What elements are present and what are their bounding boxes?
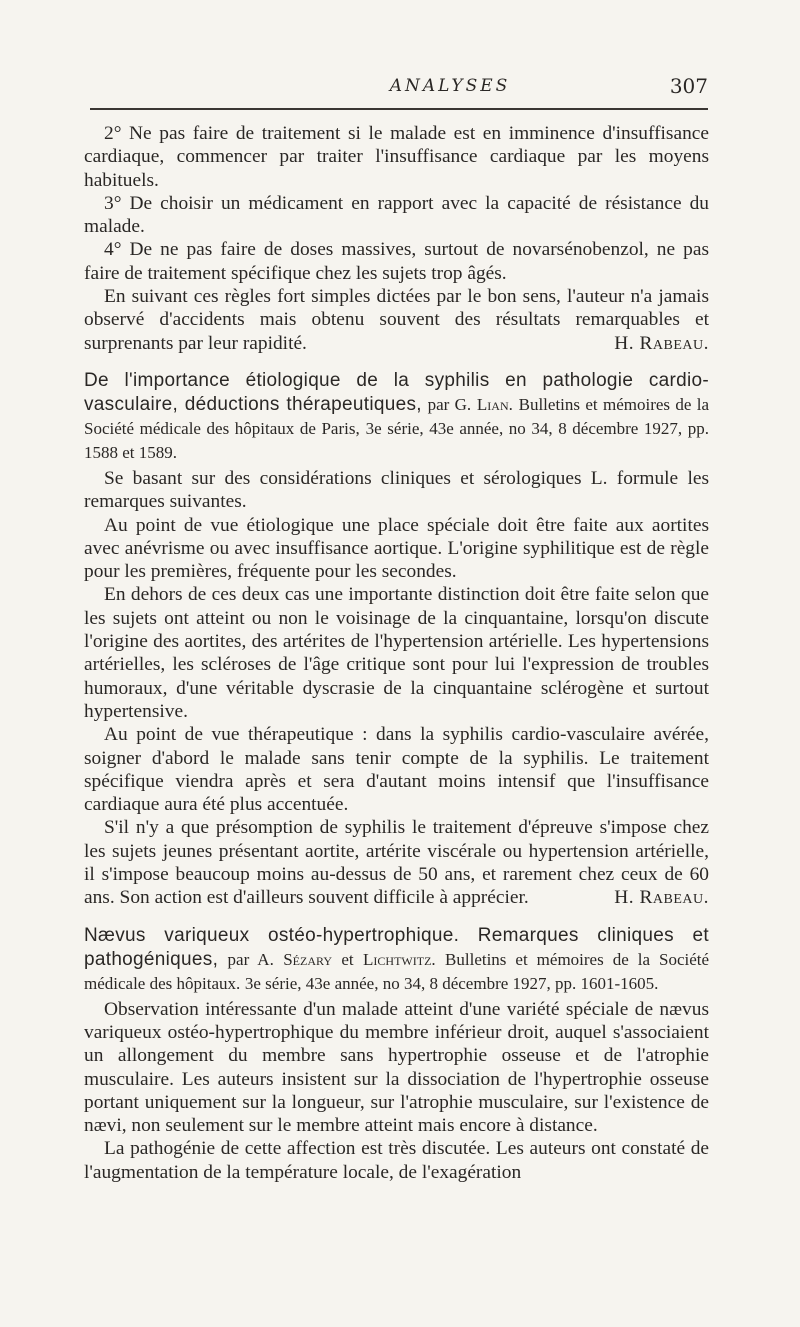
article-title: Nævus variqueux ostéo-hypertrophique. Remarques cliniques et pathogéniques, — [84, 924, 709, 970]
article-heading — [84, 924, 709, 996]
paragraph: La pathogénie de cette affection est très discutée. Les auteurs ont constaté de l'augmentation de la température locale, de l'exagération — [84, 1138, 709, 1183]
page-number: 307 — [669, 74, 708, 98]
paragraph — [84, 285, 709, 355]
citation-details: 3e série, 43e année, no 34, 8 décembre 1927, pp. 1588 et 1589. — [84, 418, 709, 462]
paragraph: Se basant sur des considérations cliniques et sérologiques L. formule les remarques suivantes. — [84, 467, 709, 513]
author-prefix: par A. — [227, 949, 274, 969]
journal-name: Bulletins et mémoires de la Société médicale des hôpitaux de Paris, — [84, 394, 710, 438]
author-name: Lian. — [476, 394, 513, 414]
citation-details: 3e série, 43e année, no 34, 8 décembre 1927, pp. 1601-1605. — [244, 973, 659, 993]
page-header — [90, 68, 708, 110]
article — [84, 924, 709, 1184]
article-title: De l'importance étiologique de la syphilis en pathologie cardio-vasculaire, déductions thérapeutiques, — [84, 369, 709, 415]
paragraph: 3° De choisir un médicament en rapport avec la capacité de résistance du malade. — [84, 192, 709, 238]
author-name: Sézary — [283, 949, 332, 969]
paragraph-text: En suivant ces règles fort simples dictées par le bon sens, l'auteur n'a jamais observé d'accidents mais obtenu souvent des résultats remarquables et surprenants par leur rapidité. — [84, 286, 709, 354]
paragraph: 2° Ne pas faire de traitement si le malade est en imminence d'insuffisance cardiaque, commencer par traiter l'insuffisance cardiaque par les moyens habituels. — [84, 123, 709, 191]
paragraph: 4° De ne pas faire de doses massives, surtout de novarsénobenzol, ne pas faire de traitement spécifique chez les sujets trop âgés. — [84, 239, 709, 284]
signature: H. Rabeau. — [614, 332, 709, 354]
paragraph: En dehors de ces deux cas une importante distinction doit être faite selon que les sujets ont atteint ou non le voisinage de la cinquantaine, lorsqu'on discute l'origine des aortites, des artérites de l'hypertension artérielle. Les hypertensions artérielles, les scléroses de l'âge critique sont pour lui l'expression de troubles humoraux, d'une véritable dyscrasie de la cinquantaine sclérogène et surtout hypertensive. — [84, 584, 709, 722]
author-name: Lichtwitz. — [363, 949, 436, 969]
page-body — [84, 122, 709, 1184]
article-heading — [84, 369, 709, 465]
author-prefix: par G. — [427, 394, 472, 414]
journal-name: Bulletins et mémoires de la Société médicale des hôpitaux. — [84, 949, 710, 993]
paragraph: Observation intéressante d'un malade atteint d'une variété spéciale de nævus variqueux ostéo-hypertrophique du membre inférieur droit, auquel s'associaient un allongement du membre sans hypertrophie osseuse et de l'atrophie musculaire. Les auteurs insistent sur la dissociation de l'hypertrophie osseuse portant uniquement sur la longueur, sur l'atrophie musculaire, sur l'existence de nævi, non seulement sur le membre atteint mais encore à distance. — [84, 998, 709, 1137]
paragraph: Au point de vue étiologique une place spéciale doit être faite aux aortites avec anévrisme ou avec insuffisance aortique. L'origine syphilitique est de règle pour les premières, fréquente pour les secondes. — [84, 514, 709, 583]
article — [84, 369, 709, 910]
paragraph: Au point de vue thérapeutique : dans la syphilis cardio-vasculaire avérée, soigner d'abord le malade sans tenir compte de la syphilis. Le traitement spécifique viendra après et sera d'autant moins intensif que l'insuffisance cardiaque aura été plus accentuée. — [84, 724, 709, 816]
paragraph — [84, 816, 709, 909]
author-join: et — [341, 949, 354, 969]
signature: H. Rabeau. — [614, 887, 709, 909]
paragraph-text: S'il n'y a que présomption de syphilis le traitement d'épreuve s'impose chez les sujets jeunes présentant aortite, artérite viscérale ou hypertension artérielle, il s'impose beaucoup moins au-dessus de 50 ans, et rarement chez ceux de 60 ans. Son action est d'ailleurs souvent difficile à apprécier. — [84, 817, 709, 909]
running-head: ANALYSES — [389, 76, 511, 96]
